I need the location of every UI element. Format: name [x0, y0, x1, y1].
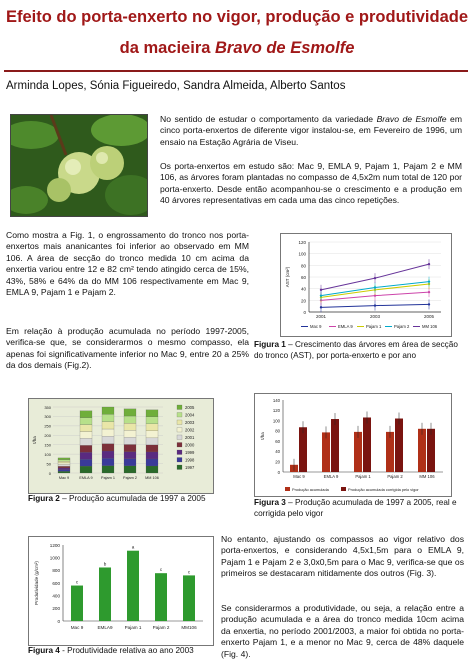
fig3-y-tick: 100 [272, 418, 280, 424]
fig1-y-tick: 40 [300, 286, 306, 292]
fig2-bar-segment [124, 466, 136, 473]
figure-3-caption-label: Figura 3 [254, 498, 286, 507]
figure-4-caption-text: - Produtividade relativa ao ano 2003 [59, 646, 194, 655]
figure-2-caption-text: – Produção acumulada de 1997 a 2005 [59, 494, 206, 503]
fig4-y-tick: 400 [52, 593, 60, 599]
fig3-bar [354, 432, 362, 472]
fig4-y-label: Produtividade (g/cm²) [34, 561, 39, 605]
fig2-bar-segment [58, 466, 70, 468]
fig2-bar-segment [58, 471, 70, 473]
fig1-y-tick: 60 [300, 275, 306, 280]
fig2-bar-segment [124, 430, 136, 437]
fig2-bar-segment [80, 432, 92, 439]
intro-p1-a: No sentido de estudar o comportamento da variedade [160, 114, 377, 124]
fig2-y-tick: 300 [44, 414, 51, 420]
fig2-x-tick: MM 106 [145, 476, 159, 480]
fig2-legend-label: 2002 [185, 427, 195, 433]
fig1-point [320, 306, 322, 308]
fig4-bar [71, 586, 83, 621]
fig3-x-tick: Mac 9 [293, 474, 305, 479]
fig3-x-tick: EMLA 9 [323, 474, 339, 479]
fig2-legend-swatch [177, 413, 182, 418]
fig2-bar-segment [80, 466, 92, 473]
fig2-legend-swatch [177, 420, 182, 425]
fig3-legend-swatch [341, 487, 346, 491]
fig4-x-tick: EMLA9 [97, 625, 113, 630]
fig2-bar-segment [80, 418, 92, 425]
fig2-y-tick: 0 [48, 470, 51, 476]
fig4-y-tick: 800 [52, 568, 60, 574]
fig3-legend-swatch [285, 487, 290, 491]
fig4-data-label: c [75, 579, 79, 585]
fig3-y-label: t/ha [260, 432, 265, 440]
title-divider [4, 70, 468, 72]
fig1-y-tick: 120 [298, 240, 306, 245]
fig4-data-label: c [187, 569, 191, 575]
fig4-bar [127, 551, 139, 621]
fig1-y-tick: 0 [303, 310, 306, 315]
fig2-y-tick: 150 [44, 442, 51, 448]
fig1-legend-label: EMLA 9 [338, 324, 353, 329]
fig4-data-label: a [131, 544, 135, 550]
production-paragraph: Em relação à produção acumulada no período 1997-2005, verifica-se que, se considerarmos o mesmo compasso, ela apenas foi significativamente inferior no Mac 9, entre 20 a 25% da dos demais (Fig.2). [6, 326, 249, 371]
fig3-y-tick: 60 [275, 438, 280, 444]
fig1-point [428, 303, 430, 305]
fig2-bar-segment [102, 436, 114, 443]
fig3-bar [299, 427, 307, 472]
figure-3-chart [254, 393, 452, 497]
fig2-y-label: t/ha [32, 436, 37, 444]
fig2-legend-label: 2000 [185, 442, 195, 448]
title-line-2 [4, 33, 470, 64]
fig4-y-tick: 600 [52, 580, 60, 586]
figure-1-caption-label: Figura 1 [254, 340, 286, 349]
intro-p1-b: em cinco porta-enxertos de diferente vigor instalou-se, em Fevereiro de 1996, um ensaio na Estação Agrária de Viseu. [160, 114, 462, 147]
title-line-2-prefix: da macieira [119, 39, 215, 57]
fig2-bar-segment [146, 466, 158, 473]
intro-p1-variety: Bravo de Esmolfe [376, 114, 447, 124]
fig1-point [320, 289, 322, 291]
fig2-bar-segment [124, 437, 136, 444]
fig1-x-tick: 2003 [369, 314, 381, 319]
fig4-bar [155, 573, 167, 621]
fig3-y-tick: 0 [277, 469, 280, 475]
fig2-bar-segment [124, 459, 136, 466]
fig1-legend-label: Pajam 2 [394, 324, 410, 329]
fig2-legend-label: 1998 [185, 457, 195, 463]
fig4-data-label: b [103, 561, 107, 567]
fig2-y-tick: 50 [46, 461, 51, 467]
fig2-bar-segment [102, 414, 114, 421]
fig2-bar-segment [58, 458, 70, 460]
figure-2-chart [28, 398, 214, 494]
fig2-legend-label: 2005 [185, 405, 195, 410]
fig2-bar-segment [124, 445, 136, 452]
fig3-legend-label: Produção acumulada corrigida pelo vigor [348, 487, 419, 492]
fig2-bar-segment [102, 429, 114, 436]
fig2-bar-segment [80, 459, 92, 466]
fig2-legend-label: 1997 [185, 465, 195, 470]
fig2-legend-swatch [177, 443, 182, 448]
fig1-point [374, 286, 376, 288]
fig1-y-tick: 80 [300, 263, 306, 269]
fig4-data-label: c [159, 567, 163, 573]
fig2-bar-segment [80, 411, 92, 418]
fig2-x-tick: Pajam 1 [101, 476, 115, 480]
fig1-point [428, 263, 430, 265]
fig4-x-tick: Pajam 1 [124, 625, 142, 630]
figure-4-chart [28, 536, 214, 646]
fig2-legend-label: 1999 [185, 450, 195, 455]
fig2-bar-segment [58, 461, 70, 463]
title-line-1: Efeito do porta-enxerto no vigor, produção e produtividade [5, 8, 469, 26]
intro-paragraph-1 [160, 114, 462, 148]
fig1-y-label: AST (cm²) [285, 266, 290, 288]
fig3-bar [427, 429, 435, 472]
fig3-bar [418, 429, 426, 472]
fig4-x-tick: Mac 9 [70, 625, 84, 630]
intro-paragraph-2: Os porta-enxertos em estudo são: Mac 9, EMLA 9, Pajam 1, Pajam 2 e MM 106, as árvores foram plantadas no compasso de 4,5x2m num total de 120 por porta-enxerto. Desde então acompanhou-se o crescimento e a produção em 40 árvores representativas em cada uma das cinco repetições. [160, 161, 462, 206]
fig2-bar-segment [102, 407, 114, 414]
fig1-y-tick: 100 [298, 251, 306, 257]
figure-4-caption [28, 646, 228, 657]
fig1-point [374, 304, 376, 306]
fig1-y-tick: 20 [300, 298, 306, 304]
fig4-y-tick: 1000 [49, 555, 60, 561]
fig4-bar [183, 575, 195, 621]
fig1-legend-label: MM 106 [422, 324, 438, 329]
fig4-x-tick: MM106 [181, 625, 197, 630]
fig2-x-tick: Pajam 2 [123, 476, 137, 480]
fig3-x-tick: MM 106 [419, 474, 435, 479]
fig2-legend-swatch [177, 435, 182, 440]
fig2-bar-segment [124, 452, 136, 459]
figure-3-caption-text: – Produção acumulada de 1997 a 2005, real e corrigida pelo vigor [254, 498, 457, 518]
fig2-bar-segment [124, 409, 136, 416]
fig2-bar-segment [146, 431, 158, 438]
poster-title [4, 2, 470, 64]
fig4-y-tick: 0 [57, 618, 60, 624]
fig1-point [374, 277, 376, 279]
fig2-bar-segment [146, 417, 158, 424]
fig2-bar-segment [124, 416, 136, 423]
fig2-y-tick: 350 [44, 404, 51, 410]
fig1-point [428, 280, 430, 282]
fig3-x-tick: Pajam 1 [355, 474, 371, 479]
fig3-y-tick: 120 [272, 408, 280, 414]
fig2-bar-segment [80, 425, 92, 432]
fig3-y-tick: 40 [275, 449, 280, 455]
fig2-legend-swatch [177, 450, 182, 455]
fig2-bar-segment [124, 423, 136, 430]
fig3-bar [386, 432, 394, 472]
figure-1-chart [280, 233, 452, 337]
fig3-x-tick: Pajam 2 [387, 474, 403, 479]
fig4-y-tick: 200 [52, 606, 60, 612]
productivity-paragraph: Se considerarmos a produtividade, ou seja, a relação entre a produção acumulada e a área do tronco medida 10cm acima da enxertia, no período 2001/2003, a maior foi obtida no porta-enxerto Pajam 1, e a menor no Mac 9, cerca de 48% daquele (Fig. 4). [221, 603, 464, 659]
fig2-bar-segment [146, 410, 158, 417]
fig2-legend-swatch [177, 458, 182, 463]
fig2-bar-segment [80, 452, 92, 459]
figure-3-caption [254, 498, 466, 519]
fig2-bar-segment [102, 444, 114, 451]
fig2-bar-segment [58, 465, 70, 467]
fig3-y-tick: 140 [272, 397, 280, 403]
fig1-x-tick: 2005 [423, 314, 435, 319]
fig2-bar-segment [80, 445, 92, 452]
fig2-bar-segment [102, 466, 114, 473]
fig1-point [428, 291, 430, 293]
fig2-x-tick: Mac 9 [58, 476, 70, 480]
fig2-legend-label: 2001 [185, 435, 195, 440]
fig2-legend-swatch [177, 465, 182, 470]
fig1-legend-label: Pajam 1 [366, 324, 382, 329]
fig2-bar-segment [58, 463, 70, 465]
fig2-bar-segment [58, 470, 70, 472]
fig2-bar-segment [146, 445, 158, 452]
fig4-bar [99, 567, 111, 621]
fig2-bar-segment [146, 438, 158, 445]
fig2-y-tick: 200 [44, 433, 51, 439]
fig2-bar-segment [146, 459, 158, 466]
fig2-bar-segment [58, 468, 70, 470]
fig2-bar-segment [102, 451, 114, 458]
fig2-x-tick: EMLA 9 [79, 476, 93, 480]
fig3-legend-label: Produção acumulada [292, 487, 329, 492]
fig4-x-tick: Pajam 2 [152, 625, 170, 630]
fig2-bar-segment [102, 422, 114, 429]
fig2-bar-segment [102, 458, 114, 465]
authors: Arminda Lopes, Sónia Figueiredo, Sandra Almeida, Alberto Santos [6, 80, 346, 92]
fig2-bar-segment [80, 438, 92, 445]
apple-photo [10, 114, 148, 217]
figure-1-caption-text: – Crescimento das árvores em área de secção do tronco (AST), por porta-enxerto e por ano [254, 340, 458, 360]
figure-2-caption-label: Figura 2 [28, 494, 60, 503]
trunk-growth-paragraph: Como mostra a Fig. 1, o engrossamento do tronco nos porta-enxertos mais ananicantes foi inferior ao observado em MM 106. A área de secção do tronco medida 10 cm acima da enxertia variou entre 12 e 82 cm² tendo atingido cerca de 15%, 43%, 58% e 64% da do MM 106 respectivamente em Mac 9, EMLA 9, Pajam 1 e Pajam 2. [6, 230, 249, 298]
fig1-legend-label: Mac 9 [310, 324, 322, 329]
figure-1-caption [254, 340, 466, 361]
fig3-bar [395, 419, 403, 472]
fig3-y-tick: 80 [275, 428, 280, 434]
fig2-bar-segment [146, 424, 158, 431]
fig2-legend-label: 2003 [185, 420, 195, 425]
compass-paragraph: No entanto, ajustando os compassos ao vigor relativo dos porta-enxertos, e considerando 4,5x1,5m para o EMLA 9, Pajam 1 e Pajam 2 e 3,0x0,5m para o Mac 9, verifica-se que os primeiros se destacaram nitidamente dos outros (Fig. 3). [221, 534, 464, 579]
fig3-bar [363, 417, 371, 472]
figure-4-caption-label: Figura 4 [28, 646, 60, 655]
fig2-y-tick: 250 [44, 423, 51, 429]
fig2-y-tick: 100 [44, 451, 51, 457]
figure-2-caption [28, 494, 228, 505]
fig3-bar [331, 419, 339, 472]
title-variety: Bravo de Esmolfe [215, 39, 355, 57]
fig2-legend-label: 2004 [185, 412, 195, 418]
fig2-bar-segment [58, 460, 70, 462]
fig1-x-tick: 2001 [315, 314, 327, 319]
fig2-bar-segment [146, 452, 158, 459]
fig3-y-tick: 20 [275, 459, 280, 465]
fig2-legend-swatch [177, 405, 182, 410]
fig2-legend-swatch [177, 428, 182, 433]
fig4-y-tick: 1200 [49, 542, 60, 548]
